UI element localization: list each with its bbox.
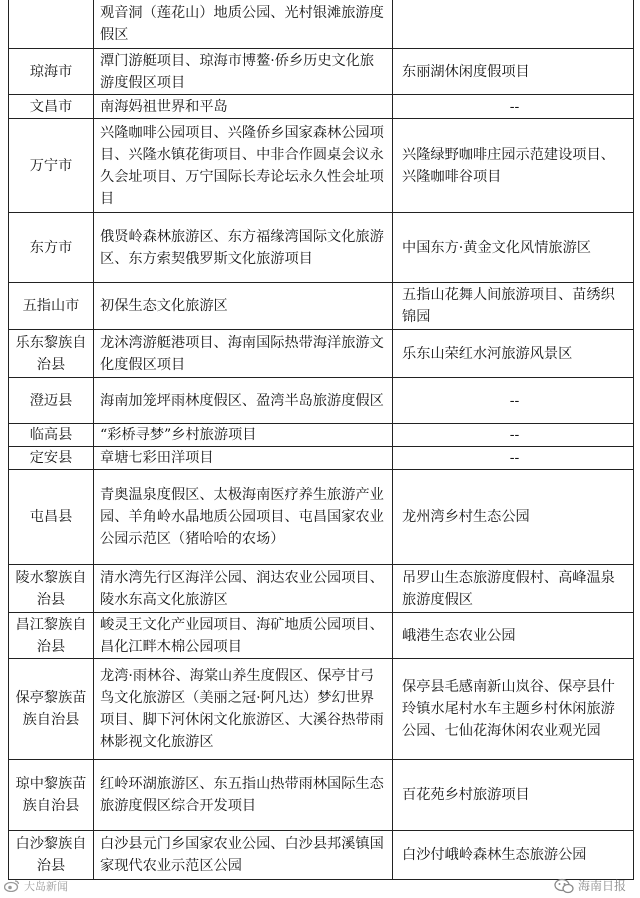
table-row <box>9 659 634 760</box>
source-watermark <box>4 878 68 894</box>
other-projects-cell: -- <box>393 378 634 424</box>
other-projects-cell: 保亭县毛感南新山岚谷、保亭县什玲镇水尾村水车主题乡村休闲旅游公园、七仙花海休闲农业观光园 <box>393 659 634 760</box>
projects-cell: 南海妈祖世界和平岛 <box>94 95 393 119</box>
other-projects-cell: 乐东山荣红水河旅游风景区 <box>393 330 634 378</box>
projects-cell: 白沙县元门乡国家农业公园、白沙县邦溪镇国家现代农业示范区公园 <box>94 831 393 880</box>
city-cell: 琼海市 <box>9 49 94 95</box>
table-row <box>9 119 634 213</box>
projects-cell: 龙湾·雨林谷、海棠山养生度假区、保亭甘弓鸟文化旅游区（美丽之冠·阿凡达）梦幻世界项目、脚下河休闲文化旅游区、大溪谷热带雨林影视文化旅游区 <box>94 659 393 760</box>
table-row <box>9 0 634 49</box>
other-projects-cell: 百花苑乡村旅游项目 <box>393 760 634 831</box>
projects-cell: “彩桥寻梦”乡村旅游项目 <box>94 424 393 447</box>
projects-cell: 俄贤岭森林旅游区、东方福缘湾国际文化旅游区、东方索契俄罗斯文化旅游项目 <box>94 213 393 283</box>
projects-cell: 章塘七彩田洋项目 <box>94 447 393 470</box>
project-table-body <box>9 0 634 880</box>
city-cell: 陵水黎族自治县 <box>9 565 94 613</box>
table-row <box>9 283 634 330</box>
projects-cell: 观音洞（莲花山）地质公园、光村银滩旅游度假区 <box>94 0 393 49</box>
city-cell <box>9 0 94 49</box>
table-row <box>9 831 634 880</box>
city-cell: 澄迈县 <box>9 378 94 424</box>
other-projects-cell: 东丽湖休闲度假项目 <box>393 49 634 95</box>
other-projects-cell: 兴隆绿野咖啡庄园示范建设项目、兴隆咖啡谷项目 <box>393 119 634 213</box>
city-cell: 保亭黎族苗族自治县 <box>9 659 94 760</box>
watermark-right-text: 海南日报 <box>577 879 626 893</box>
projects-cell: 兴隆咖啡公园项目、兴隆侨乡国家森林公园项目、兴隆水镇花街项目、中非合作圆桌会议永久会址项目、万宁国际长寿论坛永久性会址项目 <box>94 119 393 213</box>
other-projects-cell: 峨港生态农业公园 <box>393 613 634 659</box>
projects-cell: 红岭环湖旅游区、东五指山热带雨林国际生态旅游度假区综合开发项目 <box>94 760 393 831</box>
city-cell: 乐东黎族自治县 <box>9 330 94 378</box>
city-cell: 五指山市 <box>9 283 94 330</box>
other-projects-cell: 五指山花舞人间旅游项目、苗绣织锦园 <box>393 283 634 330</box>
city-cell: 琼中黎族苗族自治县 <box>9 760 94 831</box>
other-projects-cell: -- <box>393 95 634 119</box>
weibo-icon <box>4 880 20 892</box>
projects-cell: 潭门游艇项目、琼海市博鳌·侨乡历史文化旅游度假区项目 <box>94 49 393 95</box>
other-projects-cell <box>393 0 634 49</box>
other-projects-cell: -- <box>393 447 634 470</box>
table-row <box>9 49 634 95</box>
wechat-icon <box>554 878 574 894</box>
watermark-left-text: 大岛新闻 <box>24 880 68 893</box>
table-row <box>9 470 634 565</box>
table-row <box>9 613 634 659</box>
city-cell: 文昌市 <box>9 95 94 119</box>
table-row <box>9 378 634 424</box>
city-cell: 昌江黎族自治县 <box>9 613 94 659</box>
projects-cell: 青奥温泉度假区、太极海南医疗养生旅游产业园、羊角岭水晶地质公园项目、屯昌国家农业公园示范区（猪哈哈的农场） <box>94 470 393 565</box>
table-row <box>9 447 634 470</box>
city-cell: 屯昌县 <box>9 470 94 565</box>
other-projects-cell: 中国东方·黄金文化风情旅游区 <box>393 213 634 283</box>
table-row <box>9 95 634 119</box>
projects-cell: 龙沐湾游艇港项目、海南国际热带海洋旅游文化度假区项目 <box>94 330 393 378</box>
city-cell: 万宁市 <box>9 119 94 213</box>
other-projects-cell: 白沙付峨岭森林生态旅游公园 <box>393 831 634 880</box>
other-projects-cell: 龙州湾乡村生态公园 <box>393 470 634 565</box>
table-row <box>9 213 634 283</box>
city-cell: 临高县 <box>9 424 94 447</box>
other-projects-cell: -- <box>393 424 634 447</box>
projects-cell: 初保生态文化旅游区 <box>94 283 393 330</box>
wechat-watermark <box>554 877 626 894</box>
table-row <box>9 760 634 831</box>
projects-cell: 清水湾先行区海洋公园、润达农业公园项目、陵水东高文化旅游区 <box>94 565 393 613</box>
projects-cell: 峻灵王文化产业园项目、海矿地质公园项目、昌化江畔木棉公园项目 <box>94 613 393 659</box>
project-table <box>8 0 634 880</box>
city-cell: 白沙黎族自治县 <box>9 831 94 880</box>
projects-cell: 海南加笼坪雨林度假区、盈湾半岛旅游度假区 <box>94 378 393 424</box>
other-projects-cell: 吊罗山生态旅游度假村、高峰温泉旅游度假区 <box>393 565 634 613</box>
table-row <box>9 424 634 447</box>
city-cell: 东方市 <box>9 213 94 283</box>
table-row <box>9 565 634 613</box>
table-row <box>9 330 634 378</box>
city-cell: 定安县 <box>9 447 94 470</box>
